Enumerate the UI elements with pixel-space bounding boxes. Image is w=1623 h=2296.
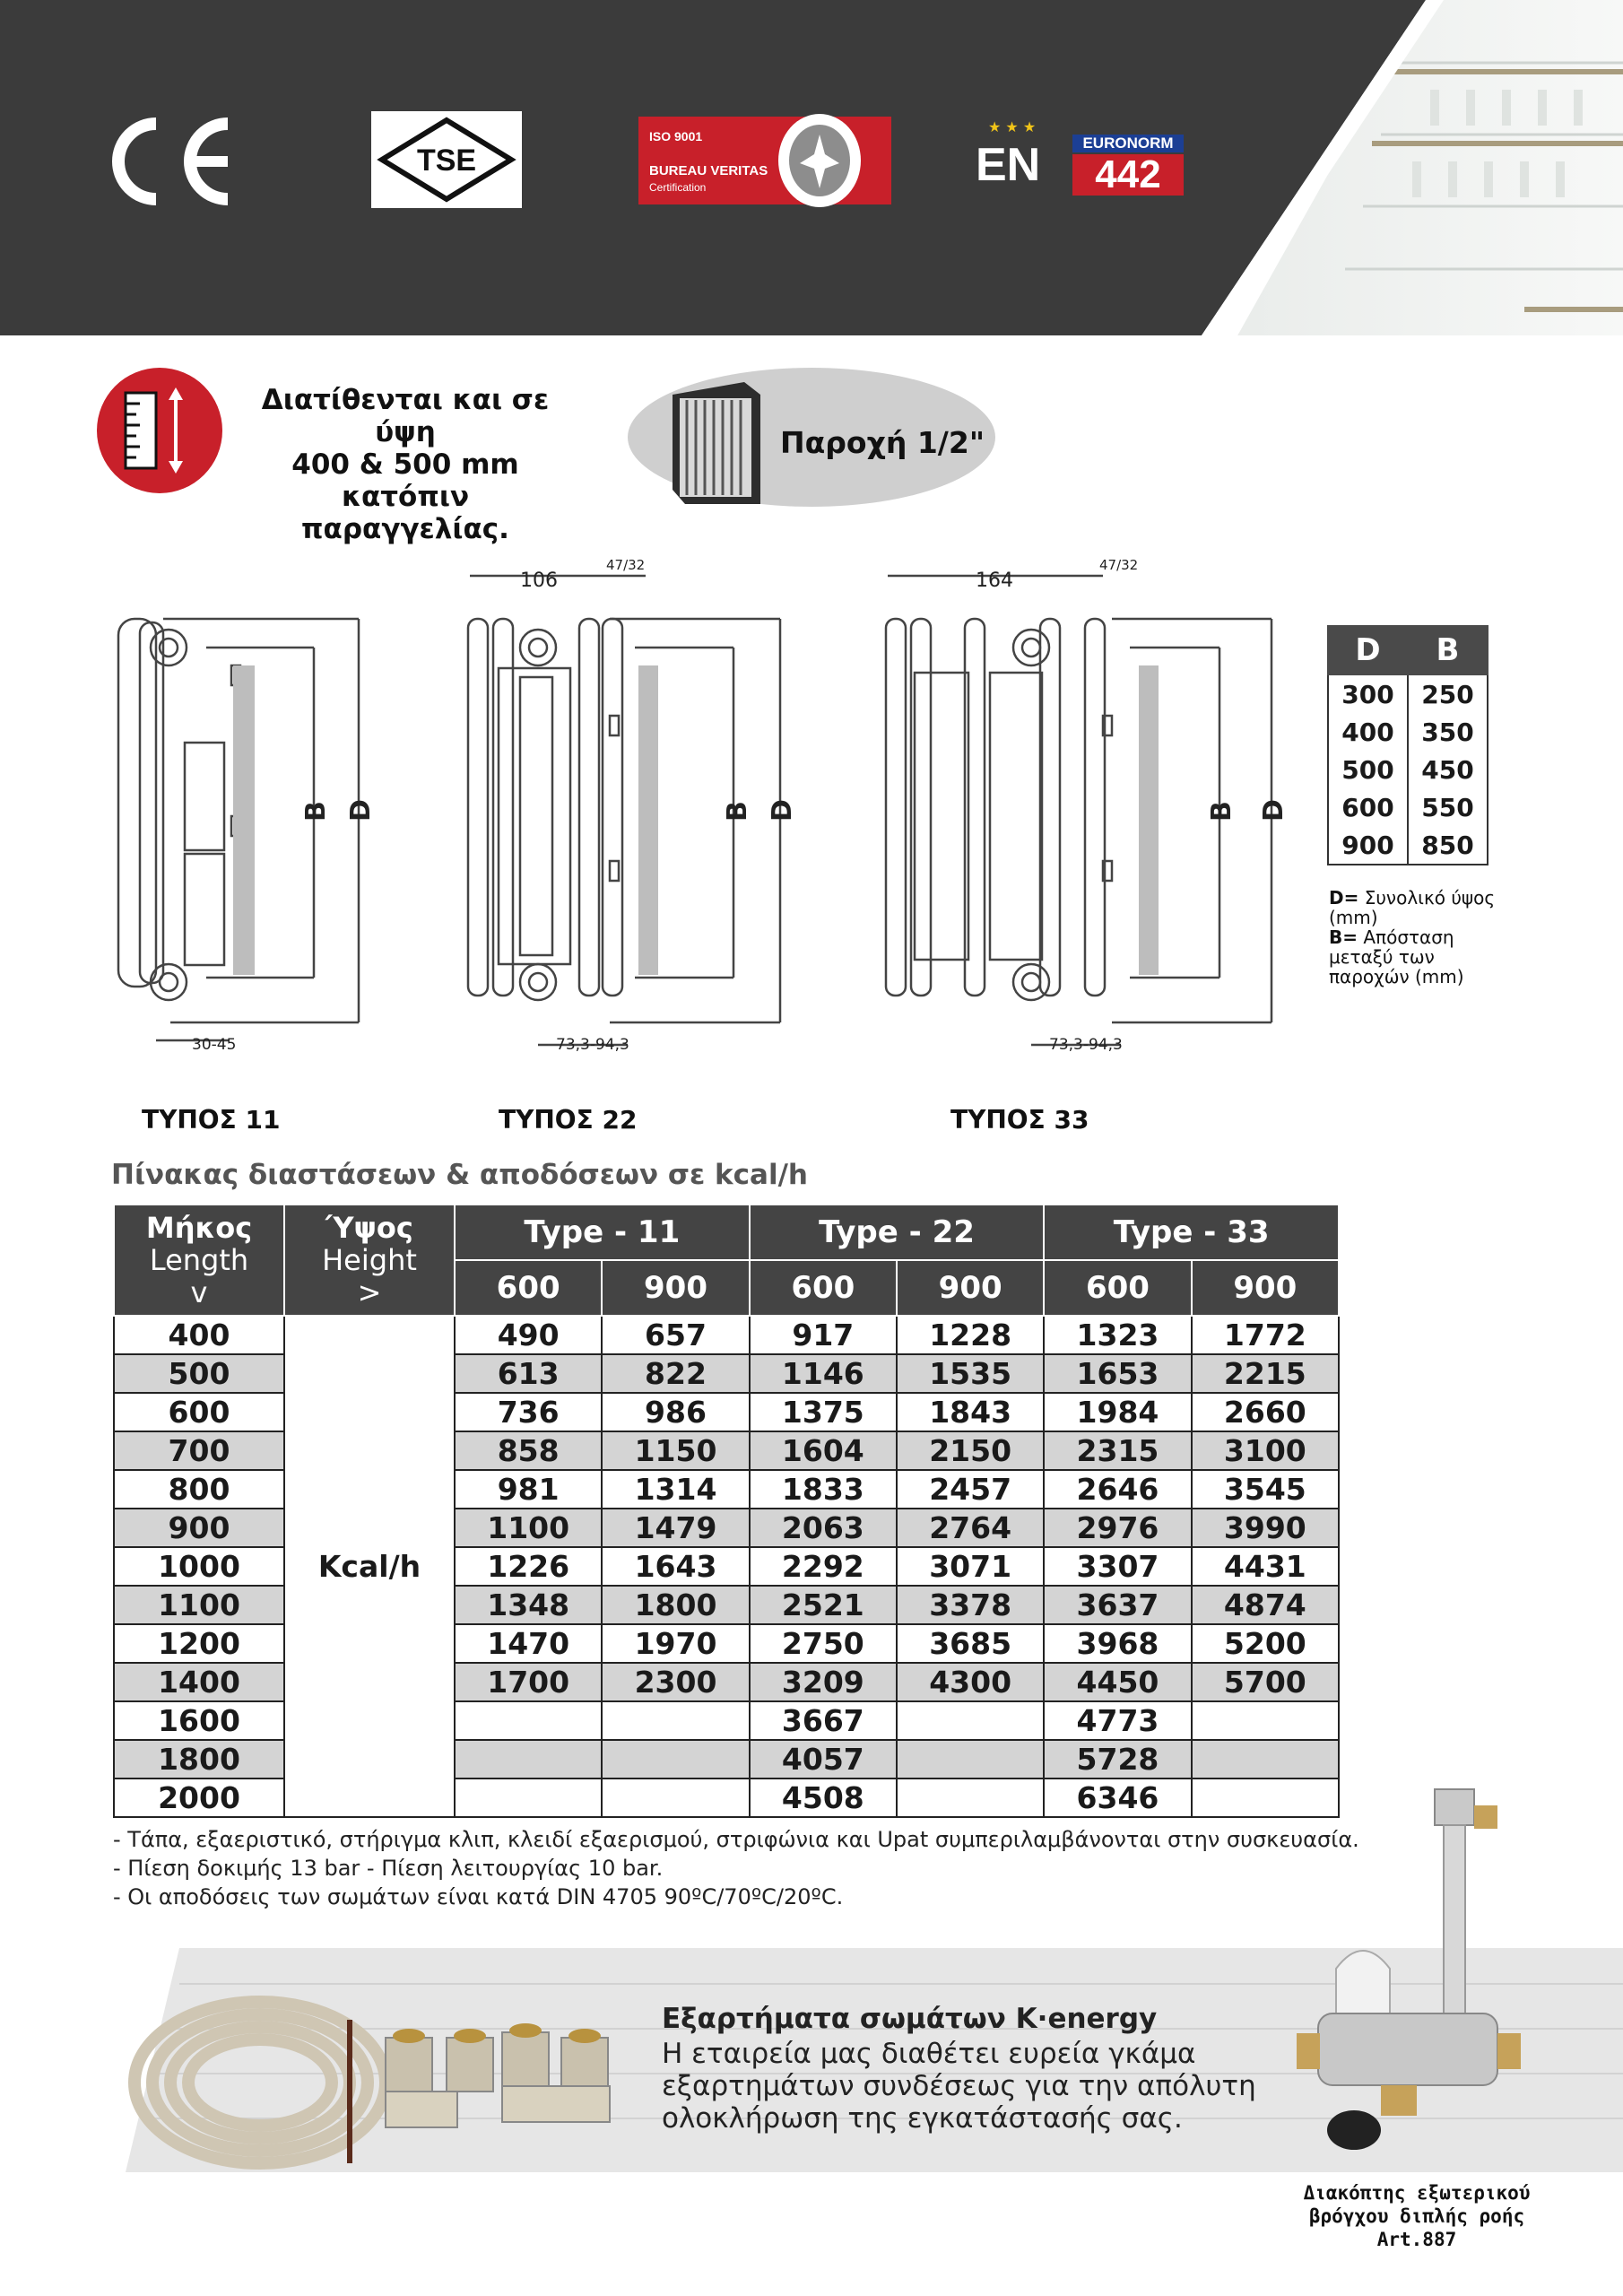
output-cell: 3378 [897, 1586, 1044, 1624]
db-legend-d [1329, 888, 1508, 927]
banner-title: Εξαρτήματα σωμάτων K·energy [662, 2003, 1158, 2035]
output-cell [602, 1701, 749, 1740]
db-row [1328, 788, 1488, 826]
label-d-t22: D [767, 799, 798, 822]
length-cell: 900 [114, 1509, 284, 1547]
length-header-gr: Μήκος [145, 1211, 253, 1245]
output-cell: 1470 [455, 1624, 602, 1663]
length-cell: 1100 [114, 1586, 284, 1624]
label-d-t11: D [345, 799, 377, 822]
db-legend-b [1329, 927, 1508, 987]
legend-d-text: Συνολικό ύψος (mm) [1329, 887, 1496, 928]
db-header-d: D [1328, 626, 1408, 674]
output-cell: 4874 [1192, 1586, 1339, 1624]
type-11-label: ΤΥΠΟΣ 11 [142, 1105, 281, 1135]
iso-text: ISO 9001 [649, 129, 703, 144]
db-row [1328, 674, 1488, 713]
output-cell: 986 [602, 1393, 749, 1431]
height-text-line-3: παραγγελίας. [301, 513, 509, 545]
output-cell: 2315 [1044, 1431, 1191, 1470]
output-cell: 917 [750, 1316, 897, 1354]
height-header-gr: Ύψος [325, 1211, 413, 1245]
valve-caption-line-1: Διακόπτης εξωτερικού [1303, 2182, 1531, 2204]
en-text: EN [976, 139, 1041, 191]
euronorm-text: EURONORM [1072, 135, 1184, 152]
label-b-t22: B [722, 801, 753, 822]
db-cell-d: 500 [1328, 751, 1408, 788]
output-cell: 2764 [897, 1509, 1044, 1547]
dim-t22-bottom: 73,3-94,3 [556, 1036, 629, 1054]
output-cell: 5728 [1044, 1740, 1191, 1779]
table-title: Πίνακας διαστάσεων & αποδόσεων σε kcal/h [111, 1159, 808, 1191]
radiator-panel-icon [667, 380, 764, 508]
type-11-header: Type - 11 [455, 1205, 750, 1260]
length-cell: 1800 [114, 1740, 284, 1779]
output-cell: 1226 [455, 1547, 602, 1586]
table-row [114, 1316, 1339, 1354]
stars-icon: ★ ★ ★ [988, 118, 1037, 135]
db-cell-d: 600 [1328, 788, 1408, 826]
dim-t22-top-small: 47/32 [606, 557, 646, 573]
valve-caption [1273, 2181, 1560, 2251]
height-header-arrow: > [357, 1275, 382, 1309]
unit-cell: Kcal/h [284, 1316, 455, 1817]
db-row [1328, 713, 1488, 751]
output-cell: 6346 [1044, 1779, 1191, 1817]
type-22-header: Type - 22 [750, 1205, 1045, 1260]
output-cell: 2215 [1192, 1354, 1339, 1393]
output-cell: 3307 [1044, 1547, 1191, 1586]
note-2: - Πίεση δοκιμής 13 bar - Πίεση λειτουργίας 10 bar. [113, 1856, 664, 1881]
sub-header-22-900: 900 [897, 1260, 1044, 1316]
banner-line-3: ολοκλήρωση της εγκατάστασής σας. [662, 2102, 1183, 2135]
db-dimensions-table [1327, 625, 1488, 865]
dim-t22-top: 106 [520, 570, 558, 592]
length-header [114, 1205, 284, 1316]
height-availability-text [235, 384, 576, 545]
sub-header-22-600: 600 [750, 1260, 897, 1316]
output-cell: 2976 [1044, 1509, 1191, 1547]
output-cell: 1228 [897, 1316, 1044, 1354]
sub-header-11-600: 600 [455, 1260, 602, 1316]
ruler-height-icon [97, 368, 222, 493]
euronorm-logo [976, 118, 1187, 201]
output-cell: 822 [602, 1354, 749, 1393]
dim-t11-bottom: 30-45 [192, 1036, 237, 1054]
height-text-line-1: Διατίθενται και σε ύψη [261, 384, 550, 448]
length-header-en: Length [149, 1243, 249, 1277]
db-cell-d: 900 [1328, 826, 1408, 865]
dim-t33-top-small: 47/32 [1099, 557, 1139, 573]
output-cell: 4773 [1044, 1701, 1191, 1740]
banner-line-2: εξαρτημάτων συνδέσεως για την απόλυτη [662, 2070, 1256, 2102]
double-flow-valve-icon [1282, 1780, 1551, 2166]
db-cell-b: 550 [1408, 788, 1488, 826]
sub-header-33-900: 900 [1192, 1260, 1339, 1316]
bv-seal-icon [769, 109, 870, 212]
en442-number: 442 [1072, 154, 1184, 196]
output-cell: 1479 [602, 1509, 749, 1547]
note-3: - Οι αποδόσεις των σωμάτων είναι κατά DIN 4705 90ºC/70ºC/20ºC. [113, 1884, 844, 1909]
length-header-arrow: v [190, 1275, 208, 1309]
output-cell [897, 1701, 1044, 1740]
output-cell [1192, 1740, 1339, 1779]
output-cell: 4431 [1192, 1547, 1339, 1586]
dim-t33-bottom: 73,3-94,3 [1049, 1036, 1123, 1054]
tse-text: TSE [416, 144, 477, 178]
output-cell: 1150 [602, 1431, 749, 1470]
output-cell: 3071 [897, 1547, 1044, 1586]
output-cell: 1604 [750, 1431, 897, 1470]
output-cell: 2521 [750, 1586, 897, 1624]
dim-t33-top: 164 [976, 570, 1013, 592]
output-cell: 4508 [750, 1779, 897, 1817]
length-cell: 700 [114, 1431, 284, 1470]
label-b-t11: B [300, 801, 332, 822]
height-header-en: Height [322, 1243, 417, 1277]
output-cell: 1348 [455, 1586, 602, 1624]
output-cell: 1800 [602, 1586, 749, 1624]
output-cell: 1970 [602, 1624, 749, 1663]
sub-header-33-600: 600 [1044, 1260, 1191, 1316]
output-cell: 4057 [750, 1740, 897, 1779]
output-cell [455, 1779, 602, 1817]
output-cell: 1700 [455, 1663, 602, 1701]
length-cell: 1000 [114, 1547, 284, 1586]
db-cell-d: 300 [1328, 674, 1408, 713]
db-row [1328, 826, 1488, 865]
output-cell: 1833 [750, 1470, 897, 1509]
output-cell: 4450 [1044, 1663, 1191, 1701]
label-b-t33: B [1206, 801, 1237, 822]
output-cell: 1843 [897, 1393, 1044, 1431]
bureau-veritas-logo [638, 117, 891, 204]
output-cell: 2292 [750, 1547, 897, 1586]
length-cell: 1200 [114, 1624, 284, 1663]
legend-d-key: D= [1329, 887, 1359, 909]
output-cell: 3100 [1192, 1431, 1339, 1470]
type-22-label: ΤΥΠΟΣ 22 [499, 1105, 638, 1135]
db-cell-b: 850 [1408, 826, 1488, 865]
output-cell: 2750 [750, 1624, 897, 1663]
db-header-b: B [1408, 626, 1488, 674]
output-cell: 858 [455, 1431, 602, 1470]
db-cell-d: 400 [1328, 713, 1408, 751]
legend-b-text: Απόσταση μεταξύ των παροχών (mm) [1329, 926, 1464, 987]
output-cell: 1146 [750, 1354, 897, 1393]
height-badge [97, 368, 222, 493]
height-text-line-2: 400 & 500 mm κατόπιν [291, 448, 519, 513]
cert-text: Certification [649, 181, 707, 194]
length-cell: 1600 [114, 1701, 284, 1740]
output-cell: 2300 [602, 1663, 749, 1701]
output-cell: 1643 [602, 1547, 749, 1586]
height-header [284, 1205, 455, 1316]
length-cell: 800 [114, 1470, 284, 1509]
output-cell: 736 [455, 1393, 602, 1431]
output-cell: 3685 [897, 1624, 1044, 1663]
output-cell: 981 [455, 1470, 602, 1509]
output-cell: 1100 [455, 1509, 602, 1547]
db-cell-b: 250 [1408, 674, 1488, 713]
output-cell: 613 [455, 1354, 602, 1393]
output-cell: 2646 [1044, 1470, 1191, 1509]
output-cell [455, 1740, 602, 1779]
output-cell: 2457 [897, 1470, 1044, 1509]
output-cell [455, 1701, 602, 1740]
output-cell: 2063 [750, 1509, 897, 1547]
type-33-header: Type - 33 [1044, 1205, 1339, 1260]
valve-caption-line-2: βρόγχου διπλής ροής Art.887 [1308, 2205, 1525, 2250]
performance-table [113, 1204, 1340, 1818]
output-cell: 490 [455, 1316, 602, 1354]
output-cell [897, 1740, 1044, 1779]
output-cell: 1375 [750, 1393, 897, 1431]
length-cell: 1400 [114, 1663, 284, 1701]
output-cell: 5200 [1192, 1624, 1339, 1663]
db-row [1328, 751, 1488, 788]
legend-b-key: B= [1329, 926, 1358, 948]
supply-text: Παροχή 1/2" [780, 425, 985, 460]
output-cell: 5700 [1192, 1663, 1339, 1701]
output-cell: 1984 [1044, 1393, 1191, 1431]
technical-drawings [99, 556, 1327, 1058]
output-cell: 1772 [1192, 1316, 1339, 1354]
output-cell [897, 1779, 1044, 1817]
output-cell: 1535 [897, 1354, 1044, 1393]
output-cell: 2150 [897, 1431, 1044, 1470]
sub-header-11-900: 900 [602, 1260, 749, 1316]
length-cell: 2000 [114, 1779, 284, 1817]
notes [113, 1825, 1359, 1911]
length-cell: 600 [114, 1393, 284, 1431]
label-d-t33: D [1258, 799, 1289, 822]
db-cell-b: 350 [1408, 713, 1488, 751]
output-cell: 3667 [750, 1701, 897, 1740]
output-cell: 3209 [750, 1663, 897, 1701]
output-cell: 1323 [1044, 1316, 1191, 1354]
length-cell: 400 [114, 1316, 284, 1354]
type-33-label: ΤΥΠΟΣ 33 [950, 1105, 1089, 1135]
db-cell-b: 450 [1408, 751, 1488, 788]
db-legend [1329, 888, 1508, 987]
output-cell: 1653 [1044, 1354, 1191, 1393]
ce-mark-logo [93, 117, 237, 206]
output-cell [1192, 1701, 1339, 1740]
output-cell: 3968 [1044, 1624, 1191, 1663]
output-cell: 3637 [1044, 1586, 1191, 1624]
output-cell: 3545 [1192, 1470, 1339, 1509]
length-cell: 500 [114, 1354, 284, 1393]
output-cell: 1314 [602, 1470, 749, 1509]
bv-text: BUREAU VERITAS [649, 163, 768, 178]
output-cell [602, 1779, 749, 1817]
banner-body [662, 2038, 1289, 2135]
banner-line-1: Η εταιρεία μας διαθέτει ευρεία γκάμα [662, 2038, 1196, 2070]
output-cell: 3990 [1192, 1509, 1339, 1547]
note-1: - Τάπα, εξαεριστικό, στήριγμα κλιπ, κλειδί εξαερισμού, στριφώνια και Upat συμπεριλαμβάνονται στην συσκευασία. [113, 1827, 1359, 1852]
output-cell [602, 1740, 749, 1779]
tse-logo [371, 111, 522, 208]
output-cell: 2660 [1192, 1393, 1339, 1431]
output-cell: 4300 [897, 1663, 1044, 1701]
output-cell: 657 [602, 1316, 749, 1354]
